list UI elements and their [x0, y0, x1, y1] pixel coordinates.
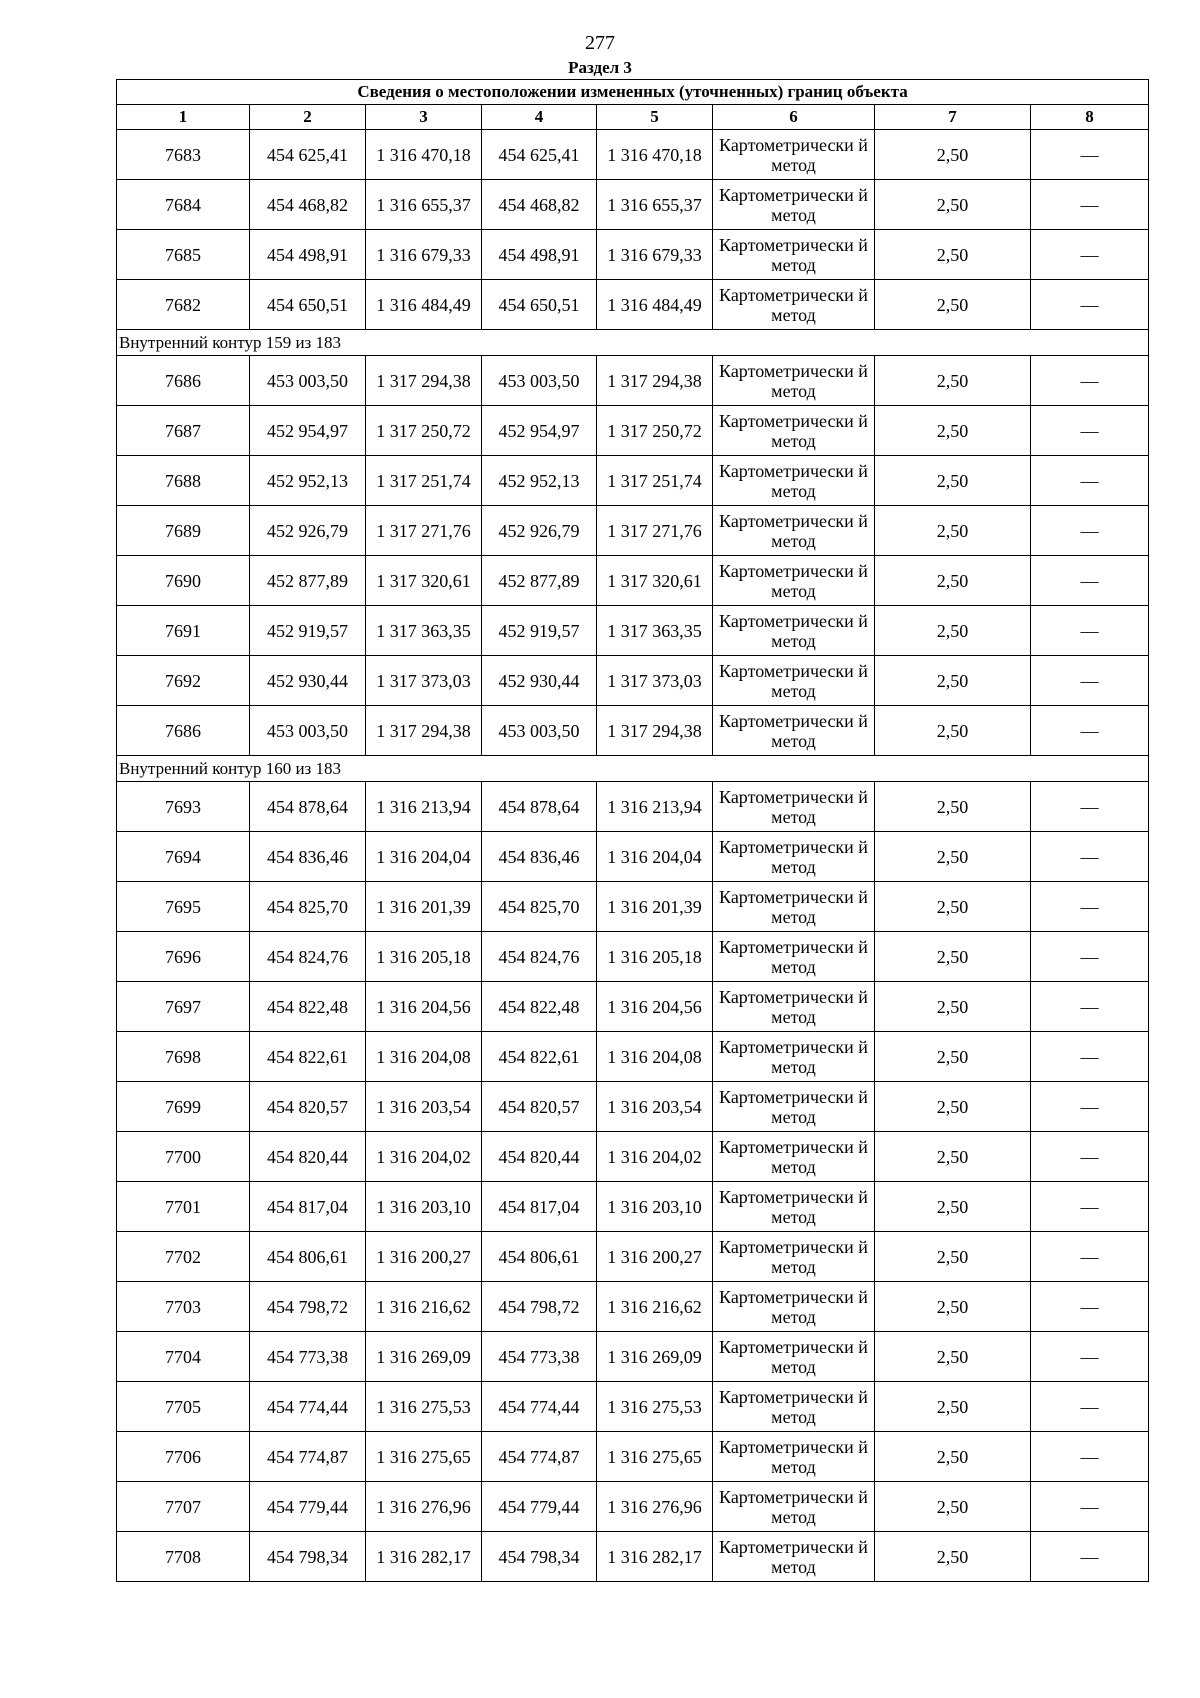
- y-existing-cell: 1 316 470,18: [366, 130, 482, 180]
- note-cell: —: [1031, 456, 1149, 506]
- table-row: [117, 1082, 1149, 1132]
- x-new-cell: 454 650,51: [482, 280, 597, 330]
- x-new-cell: 452 952,13: [482, 456, 597, 506]
- x-existing-cell: 454 822,61: [250, 1032, 366, 1082]
- note-cell: —: [1031, 356, 1149, 406]
- y-new-cell: 1 316 213,94: [597, 782, 713, 832]
- y-existing-cell: 1 316 200,27: [366, 1232, 482, 1282]
- accuracy-cell: 2,50: [875, 1182, 1031, 1232]
- column-number: 6: [713, 105, 875, 130]
- y-existing-cell: 1 316 203,10: [366, 1182, 482, 1232]
- note-cell: —: [1031, 230, 1149, 280]
- note-cell: —: [1031, 506, 1149, 556]
- column-numbers-row: [117, 105, 1149, 130]
- y-new-cell: 1 316 679,33: [597, 230, 713, 280]
- accuracy-cell: 2,50: [875, 1432, 1031, 1482]
- accuracy-cell: 2,50: [875, 356, 1031, 406]
- table-row: [117, 1382, 1149, 1432]
- x-existing-cell: 454 774,87: [250, 1432, 366, 1482]
- x-existing-cell: 452 930,44: [250, 656, 366, 706]
- y-existing-cell: 1 316 204,04: [366, 832, 482, 882]
- note-cell: —: [1031, 1532, 1149, 1582]
- table-row: [117, 706, 1149, 756]
- table-row: [117, 882, 1149, 932]
- y-new-cell: 1 316 282,17: [597, 1532, 713, 1582]
- note-cell: —: [1031, 1382, 1149, 1432]
- contour-header-row: [117, 330, 1149, 356]
- accuracy-cell: 2,50: [875, 832, 1031, 882]
- note-cell: —: [1031, 882, 1149, 932]
- point-number-cell: 7701: [117, 1182, 250, 1232]
- note-cell: —: [1031, 1332, 1149, 1382]
- accuracy-cell: 2,50: [875, 932, 1031, 982]
- table-row: [117, 1332, 1149, 1382]
- x-new-cell: 454 806,61: [482, 1232, 597, 1282]
- x-new-cell: 452 954,97: [482, 406, 597, 456]
- x-new-cell: 452 919,57: [482, 606, 597, 656]
- point-number-cell: 7704: [117, 1332, 250, 1382]
- x-existing-cell: 454 817,04: [250, 1182, 366, 1232]
- x-existing-cell: 454 836,46: [250, 832, 366, 882]
- note-cell: —: [1031, 706, 1149, 756]
- y-new-cell: 1 316 655,37: [597, 180, 713, 230]
- y-existing-cell: 1 316 269,09: [366, 1332, 482, 1382]
- column-number: 8: [1031, 105, 1149, 130]
- point-number-cell: 7682: [117, 280, 250, 330]
- y-new-cell: 1 316 204,56: [597, 982, 713, 1032]
- accuracy-cell: 2,50: [875, 130, 1031, 180]
- column-number: 1: [117, 105, 250, 130]
- x-existing-cell: 453 003,50: [250, 706, 366, 756]
- x-existing-cell: 454 798,72: [250, 1282, 366, 1332]
- table-row: [117, 1032, 1149, 1082]
- y-new-cell: 1 316 275,65: [597, 1432, 713, 1482]
- y-new-cell: 1 316 470,18: [597, 130, 713, 180]
- x-existing-cell: 454 820,57: [250, 1082, 366, 1132]
- determination-method-cell: Картометрически й метод: [713, 1482, 875, 1532]
- x-existing-cell: 454 773,38: [250, 1332, 366, 1382]
- y-new-cell: 1 317 373,03: [597, 656, 713, 706]
- x-existing-cell: 454 820,44: [250, 1132, 366, 1182]
- table-row: [117, 456, 1149, 506]
- x-new-cell: 454 822,48: [482, 982, 597, 1032]
- x-new-cell: 454 817,04: [482, 1182, 597, 1232]
- accuracy-cell: 2,50: [875, 1332, 1031, 1382]
- determination-method-cell: Картометрически й метод: [713, 456, 875, 506]
- y-existing-cell: 1 316 213,94: [366, 782, 482, 832]
- determination-method-cell: Картометрически й метод: [713, 706, 875, 756]
- y-existing-cell: 1 316 275,53: [366, 1382, 482, 1432]
- y-existing-cell: 1 316 282,17: [366, 1532, 482, 1582]
- determination-method-cell: Картометрически й метод: [713, 130, 875, 180]
- accuracy-cell: 2,50: [875, 1082, 1031, 1132]
- y-existing-cell: 1 317 363,35: [366, 606, 482, 656]
- determination-method-cell: Картометрически й метод: [713, 406, 875, 456]
- accuracy-cell: 2,50: [875, 782, 1031, 832]
- x-existing-cell: 452 919,57: [250, 606, 366, 656]
- x-new-cell: 454 779,44: [482, 1482, 597, 1532]
- y-existing-cell: 1 316 484,49: [366, 280, 482, 330]
- x-existing-cell: 454 498,91: [250, 230, 366, 280]
- table-row: [117, 280, 1149, 330]
- table-row: [117, 782, 1149, 832]
- point-number-cell: 7705: [117, 1382, 250, 1432]
- y-existing-cell: 1 317 251,74: [366, 456, 482, 506]
- y-new-cell: 1 316 275,53: [597, 1382, 713, 1432]
- y-new-cell: 1 317 294,38: [597, 706, 713, 756]
- note-cell: —: [1031, 832, 1149, 882]
- note-cell: —: [1031, 932, 1149, 982]
- column-number: 2: [250, 105, 366, 130]
- table-caption-row: [117, 80, 1149, 105]
- point-number-cell: 7707: [117, 1482, 250, 1532]
- determination-method-cell: Картометрически й метод: [713, 1382, 875, 1432]
- x-existing-cell: 454 798,34: [250, 1532, 366, 1582]
- x-new-cell: 454 798,72: [482, 1282, 597, 1332]
- determination-method-cell: Картометрически й метод: [713, 230, 875, 280]
- note-cell: —: [1031, 656, 1149, 706]
- table-row: [117, 556, 1149, 606]
- point-number-cell: 7695: [117, 882, 250, 932]
- accuracy-cell: 2,50: [875, 882, 1031, 932]
- determination-method-cell: Картометрически й метод: [713, 556, 875, 606]
- x-new-cell: 454 774,44: [482, 1382, 597, 1432]
- determination-method-cell: Картометрически й метод: [713, 280, 875, 330]
- accuracy-cell: 2,50: [875, 556, 1031, 606]
- table-row: [117, 406, 1149, 456]
- x-existing-cell: 452 926,79: [250, 506, 366, 556]
- x-new-cell: 454 820,44: [482, 1132, 597, 1182]
- note-cell: —: [1031, 982, 1149, 1032]
- determination-method-cell: Картометрически й метод: [713, 1082, 875, 1132]
- contour-label: Внутренний контур 159 из 183: [117, 330, 1149, 356]
- coordinates-table: [116, 79, 1149, 1582]
- y-existing-cell: 1 316 201,39: [366, 882, 482, 932]
- y-new-cell: 1 316 484,49: [597, 280, 713, 330]
- note-cell: —: [1031, 1132, 1149, 1182]
- x-new-cell: 454 836,46: [482, 832, 597, 882]
- y-new-cell: 1 316 276,96: [597, 1482, 713, 1532]
- point-number-cell: 7694: [117, 832, 250, 882]
- x-new-cell: 454 878,64: [482, 782, 597, 832]
- x-new-cell: 454 468,82: [482, 180, 597, 230]
- determination-method-cell: Картометрически й метод: [713, 782, 875, 832]
- point-number-cell: 7684: [117, 180, 250, 230]
- point-number-cell: 7698: [117, 1032, 250, 1082]
- determination-method-cell: Картометрически й метод: [713, 1232, 875, 1282]
- y-existing-cell: 1 316 204,56: [366, 982, 482, 1032]
- note-cell: —: [1031, 130, 1149, 180]
- table-row: [117, 932, 1149, 982]
- table-row: [117, 1482, 1149, 1532]
- y-new-cell: 1 317 250,72: [597, 406, 713, 456]
- accuracy-cell: 2,50: [875, 280, 1031, 330]
- determination-method-cell: Картометрически й метод: [713, 180, 875, 230]
- x-new-cell: 453 003,50: [482, 706, 597, 756]
- y-new-cell: 1 317 251,74: [597, 456, 713, 506]
- x-new-cell: 452 930,44: [482, 656, 597, 706]
- x-existing-cell: 452 952,13: [250, 456, 366, 506]
- column-number: 5: [597, 105, 713, 130]
- x-new-cell: 454 625,41: [482, 130, 597, 180]
- determination-method-cell: Картометрически й метод: [713, 606, 875, 656]
- column-number: 3: [366, 105, 482, 130]
- y-existing-cell: 1 317 250,72: [366, 406, 482, 456]
- table-row: [117, 1182, 1149, 1232]
- x-existing-cell: 454 824,76: [250, 932, 366, 982]
- note-cell: —: [1031, 606, 1149, 656]
- accuracy-cell: 2,50: [875, 230, 1031, 280]
- table-row: [117, 180, 1149, 230]
- determination-method-cell: Картометрически й метод: [713, 506, 875, 556]
- y-new-cell: 1 316 204,04: [597, 832, 713, 882]
- point-number-cell: 7693: [117, 782, 250, 832]
- table-row: [117, 1432, 1149, 1482]
- accuracy-cell: 2,50: [875, 1032, 1031, 1082]
- y-new-cell: 1 316 203,54: [597, 1082, 713, 1132]
- x-new-cell: 454 820,57: [482, 1082, 597, 1132]
- note-cell: —: [1031, 1032, 1149, 1082]
- x-existing-cell: 454 650,51: [250, 280, 366, 330]
- table-caption: Сведения о местоположении измененных (уточненных) границ объекта: [117, 80, 1149, 105]
- y-existing-cell: 1 317 373,03: [366, 656, 482, 706]
- table-row: [117, 1282, 1149, 1332]
- point-number-cell: 7692: [117, 656, 250, 706]
- x-new-cell: 452 877,89: [482, 556, 597, 606]
- y-existing-cell: 1 316 205,18: [366, 932, 482, 982]
- point-number-cell: 7703: [117, 1282, 250, 1332]
- determination-method-cell: Картометрически й метод: [713, 982, 875, 1032]
- point-number-cell: 7699: [117, 1082, 250, 1132]
- determination-method-cell: Картометрически й метод: [713, 656, 875, 706]
- y-new-cell: 1 316 201,39: [597, 882, 713, 932]
- accuracy-cell: 2,50: [875, 606, 1031, 656]
- x-existing-cell: 454 779,44: [250, 1482, 366, 1532]
- section-title: Раздел 3: [568, 58, 632, 77]
- table-row: [117, 1532, 1149, 1582]
- y-existing-cell: 1 317 294,38: [366, 706, 482, 756]
- table-row: [117, 356, 1149, 406]
- determination-method-cell: Картометрически й метод: [713, 1432, 875, 1482]
- x-existing-cell: 454 825,70: [250, 882, 366, 932]
- y-existing-cell: 1 317 294,38: [366, 356, 482, 406]
- x-existing-cell: 454 822,48: [250, 982, 366, 1032]
- point-number-cell: 7697: [117, 982, 250, 1032]
- accuracy-cell: 2,50: [875, 506, 1031, 556]
- point-number-cell: 7687: [117, 406, 250, 456]
- page-number: 277: [585, 32, 615, 54]
- y-new-cell: 1 317 320,61: [597, 556, 713, 606]
- note-cell: —: [1031, 406, 1149, 456]
- x-new-cell: 454 774,87: [482, 1432, 597, 1482]
- determination-method-cell: Картометрически й метод: [713, 1332, 875, 1382]
- note-cell: —: [1031, 1482, 1149, 1532]
- x-existing-cell: 452 877,89: [250, 556, 366, 606]
- y-new-cell: 1 316 216,62: [597, 1282, 713, 1332]
- x-new-cell: 454 798,34: [482, 1532, 597, 1582]
- point-number-cell: 7690: [117, 556, 250, 606]
- x-existing-cell: 454 468,82: [250, 180, 366, 230]
- determination-method-cell: Картометрически й метод: [713, 832, 875, 882]
- accuracy-cell: 2,50: [875, 982, 1031, 1032]
- determination-method-cell: Картометрически й метод: [713, 1182, 875, 1232]
- accuracy-cell: 2,50: [875, 406, 1031, 456]
- y-new-cell: 1 317 294,38: [597, 356, 713, 406]
- x-existing-cell: 454 878,64: [250, 782, 366, 832]
- point-number-cell: 7688: [117, 456, 250, 506]
- point-number-cell: 7700: [117, 1132, 250, 1182]
- note-cell: —: [1031, 280, 1149, 330]
- x-new-cell: 454 824,76: [482, 932, 597, 982]
- accuracy-cell: 2,50: [875, 1532, 1031, 1582]
- y-existing-cell: 1 317 271,76: [366, 506, 482, 556]
- x-new-cell: 454 773,38: [482, 1332, 597, 1382]
- y-new-cell: 1 316 203,10: [597, 1182, 713, 1232]
- x-existing-cell: 453 003,50: [250, 356, 366, 406]
- accuracy-cell: 2,50: [875, 656, 1031, 706]
- y-new-cell: 1 316 204,02: [597, 1132, 713, 1182]
- x-new-cell: 454 825,70: [482, 882, 597, 932]
- accuracy-cell: 2,50: [875, 1382, 1031, 1432]
- point-number-cell: 7685: [117, 230, 250, 280]
- y-new-cell: 1 316 269,09: [597, 1332, 713, 1382]
- point-number-cell: 7708: [117, 1532, 250, 1582]
- point-number-cell: 7683: [117, 130, 250, 180]
- accuracy-cell: 2,50: [875, 180, 1031, 230]
- determination-method-cell: Картометрически й метод: [713, 882, 875, 932]
- point-number-cell: 7706: [117, 1432, 250, 1482]
- y-new-cell: 1 316 205,18: [597, 932, 713, 982]
- y-existing-cell: 1 316 655,37: [366, 180, 482, 230]
- y-existing-cell: 1 316 216,62: [366, 1282, 482, 1332]
- table-row: [117, 606, 1149, 656]
- y-existing-cell: 1 316 203,54: [366, 1082, 482, 1132]
- note-cell: —: [1031, 1432, 1149, 1482]
- determination-method-cell: Картометрически й метод: [713, 1282, 875, 1332]
- y-existing-cell: 1 317 320,61: [366, 556, 482, 606]
- y-new-cell: 1 317 363,35: [597, 606, 713, 656]
- y-new-cell: 1 317 271,76: [597, 506, 713, 556]
- accuracy-cell: 2,50: [875, 1132, 1031, 1182]
- note-cell: —: [1031, 782, 1149, 832]
- table-row: [117, 1232, 1149, 1282]
- x-new-cell: 454 822,61: [482, 1032, 597, 1082]
- table-row: [117, 230, 1149, 280]
- note-cell: —: [1031, 1082, 1149, 1132]
- accuracy-cell: 2,50: [875, 1282, 1031, 1332]
- y-existing-cell: 1 316 204,08: [366, 1032, 482, 1082]
- y-existing-cell: 1 316 679,33: [366, 230, 482, 280]
- x-existing-cell: 454 806,61: [250, 1232, 366, 1282]
- contour-label: Внутренний контур 160 из 183: [117, 756, 1149, 782]
- column-number: 4: [482, 105, 597, 130]
- table-row: [117, 130, 1149, 180]
- determination-method-cell: Картометрически й метод: [713, 1532, 875, 1582]
- determination-method-cell: Картометрически й метод: [713, 1032, 875, 1082]
- note-cell: —: [1031, 1282, 1149, 1332]
- table-row: [117, 832, 1149, 882]
- x-new-cell: 453 003,50: [482, 356, 597, 406]
- note-cell: —: [1031, 180, 1149, 230]
- accuracy-cell: 2,50: [875, 706, 1031, 756]
- note-cell: —: [1031, 556, 1149, 606]
- note-cell: —: [1031, 1232, 1149, 1282]
- accuracy-cell: 2,50: [875, 1482, 1031, 1532]
- point-number-cell: 7689: [117, 506, 250, 556]
- x-existing-cell: 454 774,44: [250, 1382, 366, 1432]
- note-cell: —: [1031, 1182, 1149, 1232]
- determination-method-cell: Картометрически й метод: [713, 1132, 875, 1182]
- accuracy-cell: 2,50: [875, 456, 1031, 506]
- y-new-cell: 1 316 200,27: [597, 1232, 713, 1282]
- determination-method-cell: Картометрически й метод: [713, 356, 875, 406]
- x-existing-cell: 454 625,41: [250, 130, 366, 180]
- x-new-cell: 454 498,91: [482, 230, 597, 280]
- x-new-cell: 452 926,79: [482, 506, 597, 556]
- y-existing-cell: 1 316 275,65: [366, 1432, 482, 1482]
- point-number-cell: 7696: [117, 932, 250, 982]
- point-number-cell: 7702: [117, 1232, 250, 1282]
- x-existing-cell: 452 954,97: [250, 406, 366, 456]
- table-row: [117, 656, 1149, 706]
- y-existing-cell: 1 316 276,96: [366, 1482, 482, 1532]
- y-new-cell: 1 316 204,08: [597, 1032, 713, 1082]
- determination-method-cell: Картометрически й метод: [713, 932, 875, 982]
- table-row: [117, 1132, 1149, 1182]
- y-existing-cell: 1 316 204,02: [366, 1132, 482, 1182]
- accuracy-cell: 2,50: [875, 1232, 1031, 1282]
- point-number-cell: 7686: [117, 356, 250, 406]
- table-row: [117, 506, 1149, 556]
- table-row: [117, 982, 1149, 1032]
- contour-header-row: [117, 756, 1149, 782]
- point-number-cell: 7691: [117, 606, 250, 656]
- point-number-cell: 7686: [117, 706, 250, 756]
- column-number: 7: [875, 105, 1031, 130]
